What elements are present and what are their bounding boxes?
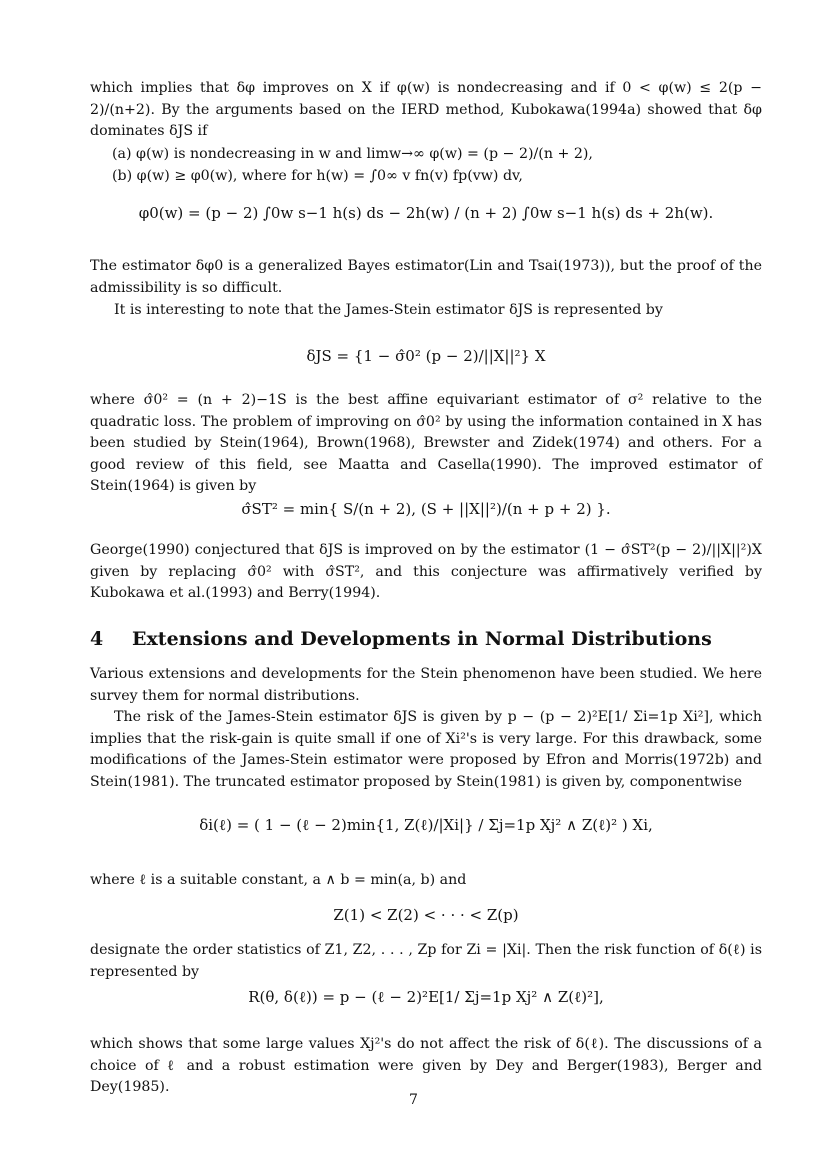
- page-number: 7: [409, 1092, 418, 1108]
- paragraph-affine-estimator: where σ̂0² = (n + 2)−1S is the best affine equivariant estimator of σ² relative to the quadratic loss. The problem of improving on σ̂0² by using the information contained in X has been studied by Stein(1964), Brown(1968), Brewster and Zidek(1974) and others. For a good review of this field, see Maatta and Casella(1990). The improved estimator of Stein(1964) is given by: [90, 392, 762, 494]
- equation-order-statistics: Z(1) < Z(2) < · · · < Z(p): [333, 906, 519, 924]
- paragraph-order-statistics: designate the order statistics of Z1, Z2, . . . , Zp for Zi = |Xi|. Then the risk function of δ(ℓ) is represented by: [90, 942, 762, 980]
- paragraph-risk-js: The risk of the James-Stein estimator δJS is given by p − (p − 2)²E[1/ Σi=1p Xi²], which implies that the risk-gain is quite small if one of Xi²'s is very large. For this drawback, some modifications of the James-Stein estimator were proposed by Efron and Morris(1972b) and Stein(1981). The truncated estimator proposed by Stein(1981) is given by, componentwise: [90, 709, 762, 790]
- paragraph-js-representation: It is interesting to note that the James-Stein estimator δJS is represented by: [114, 302, 663, 318]
- section-heading: [90, 628, 712, 650]
- paragraph-phi-dominance: which implies that δφ improves on X if φ(w) is nondecreasing and if 0 < φ(w) ≤ 2(p − 2)/(n+2). By the arguments based on the IERD method, Kubokawa(1994a) showed that δφ dominates δJS if: [90, 80, 762, 139]
- section-title: Extensions and Developments in Normal Distributions: [132, 628, 712, 650]
- equation-truncated-estimator: δi(ℓ) = ( 1 − (ℓ − 2)min{1, Z(ℓ)/|Xi|} / Σj=1p Xj² ∧ Z(ℓ)² ) Xi,: [199, 816, 653, 834]
- equation-phi0: φ0(w) = (p − 2) ∫0w s−1 h(s) ds − 2h(w) / (n + 2) ∫0w s−1 h(s) ds + 2h(w).: [138, 204, 714, 222]
- condition-b: (b) φ(w) ≥ φ0(w), where for h(w) = ∫0∞ v fn(v) fp(vw) dv,: [112, 168, 523, 184]
- equation-james-stein: δJS = {1 − σ̂0² (p − 2)/||X||²} X: [306, 347, 546, 365]
- equation-risk-function: R(θ, δ(ℓ)) = p − (ℓ − 2)²E[1/ Σj=1p Xj² ∧ Z(ℓ)²],: [248, 988, 604, 1006]
- paragraph-extensions-intro: Various extensions and developments for the Stein phenomenon have been studied. We here survey them for normal distributions.: [90, 666, 762, 704]
- condition-a: (a) φ(w) is nondecreasing in w and limw→∞ φ(w) = (p − 2)/(n + 2),: [112, 146, 593, 162]
- section-number: 4: [90, 628, 104, 650]
- paragraph-george-conjecture: George(1990) conjectured that δJS is improved on by the estimator (1 − σ̂ST²(p − 2)/||X||²)X given by replacing σ̂0² with σ̂ST², and this conjecture was affirmatively verified by Kubokawa et al.(1993) and Berry(1994).: [90, 542, 762, 601]
- paragraph-generalized-bayes: The estimator δφ0 is a generalized Bayes estimator(Lin and Tsai(1973)), but the proof of the admissibility is so difficult.: [90, 258, 762, 296]
- paragraph-suitable-constant: where ℓ is a suitable constant, a ∧ b = min(a, b) and: [90, 872, 467, 888]
- paragraph-large-values: which shows that some large values Xj²'s do not affect the risk of δ(ℓ). The discussions of a choice of ℓ and a robust estimation were given by Dey and Berger(1983), Berger and Dey(1985).: [90, 1036, 762, 1095]
- equation-stein-variance: σ̂ST² = min{ S/(n + 2), (S + ||X||²)/(n + p + 2) }.: [241, 500, 611, 518]
